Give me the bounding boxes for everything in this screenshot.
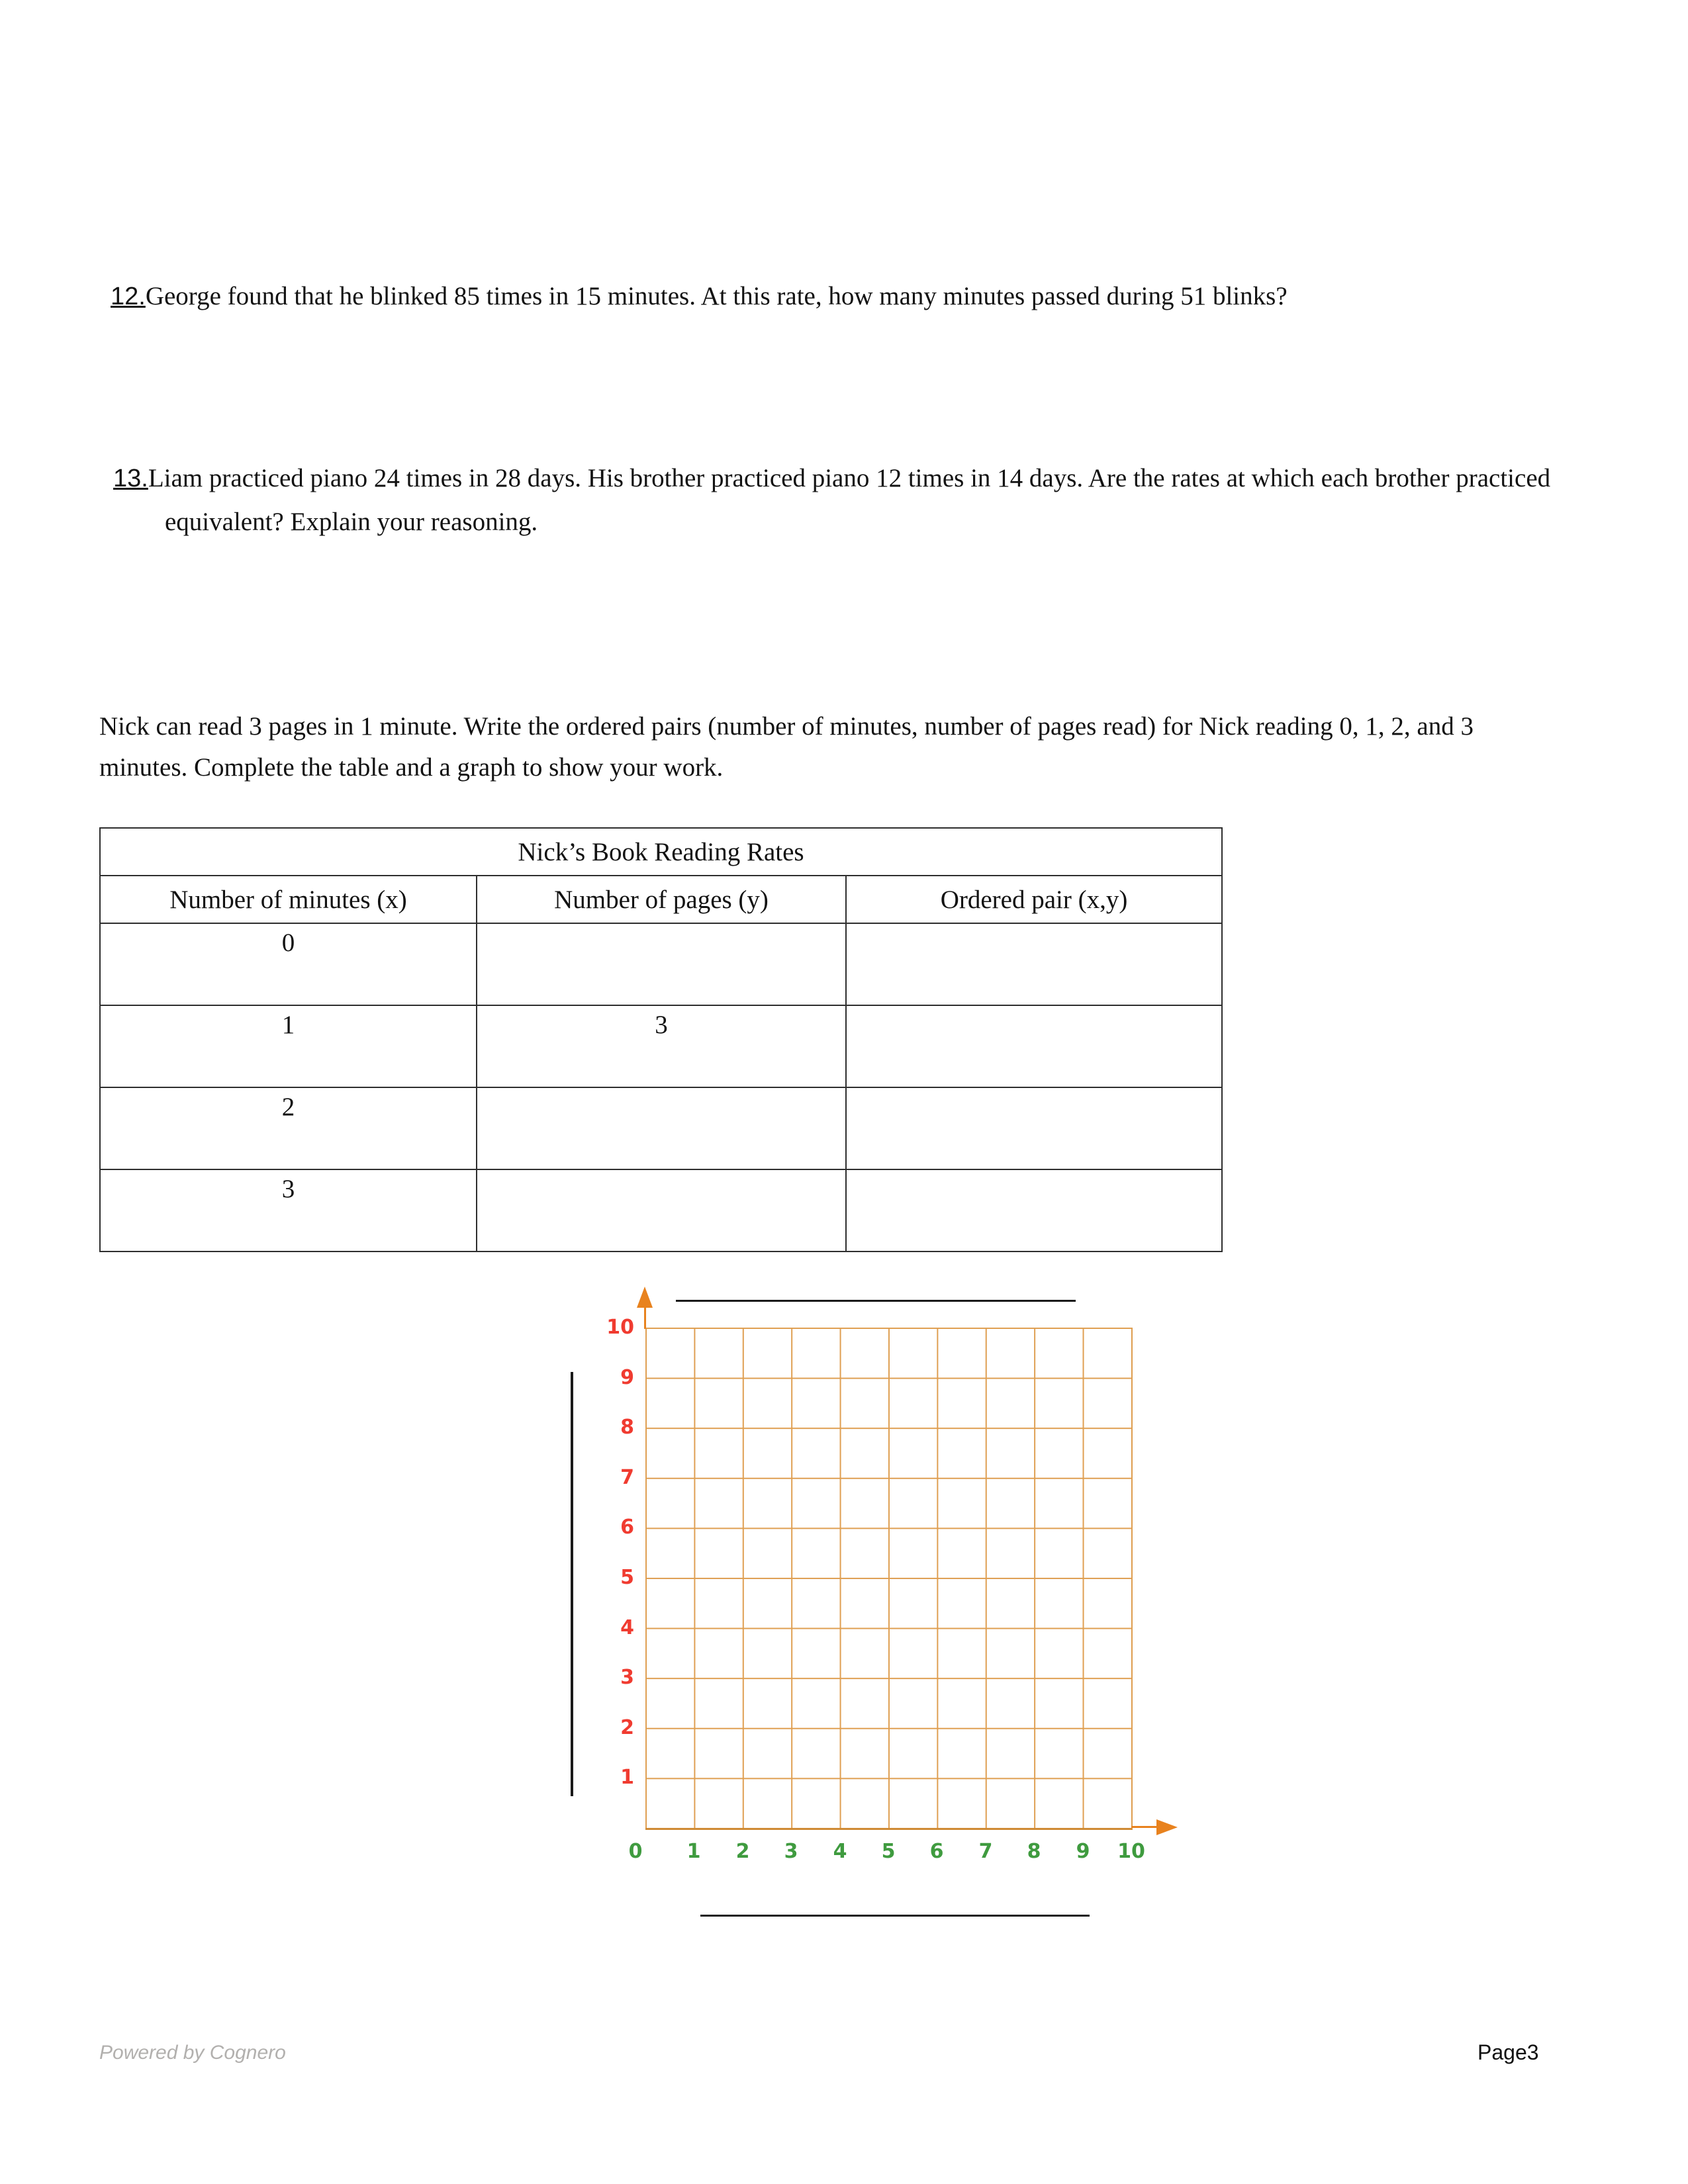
y-tick-label: 8 xyxy=(620,1416,634,1439)
x-axis-arrow-icon xyxy=(1156,1819,1178,1835)
table-row xyxy=(100,1087,1222,1169)
y-tick-label: 2 xyxy=(620,1716,634,1739)
intro-paragraph: Nick can read 3 pages in 1 minute. Write the ordered pairs (number of minutes, number of pages read) for Nick reading 0, 1, 2, and 3 minutes. Complete the table and a graph to show your work. xyxy=(99,712,1474,782)
cell-minutes-3: 3 xyxy=(100,1169,477,1251)
y-tick-label: 5 xyxy=(620,1566,634,1589)
y-axis-line xyxy=(644,1306,646,1329)
question-13-number: 13. xyxy=(113,465,148,492)
y-axis-label-blank-line xyxy=(571,1372,573,1796)
question-12-number: 12. xyxy=(111,283,146,310)
cell-pair-0 xyxy=(846,923,1222,1005)
question-13-text: Liam practiced piano 24 times in 28 days. His brother practiced piano 12 times in 14 days. Are the rates at which each brother practiced equivalent? Explain your reasoning. xyxy=(148,464,1551,536)
header-number-of-pages: Number of pages (y) xyxy=(477,876,846,923)
footer-page-number: Page3 xyxy=(1477,2040,1539,2064)
table-title: Nick’s Book Reading Rates xyxy=(100,828,1222,876)
table-row xyxy=(100,923,1222,1005)
y-axis-arrow-icon xyxy=(637,1287,653,1308)
x-tick-label: 10 xyxy=(1117,1840,1145,1863)
header-ordered-pair: Ordered pair (x,y) xyxy=(846,876,1222,923)
y-tick-label: 9 xyxy=(620,1366,634,1389)
x-tick-label: 0 xyxy=(628,1840,643,1863)
y-tick-label: 6 xyxy=(620,1516,634,1539)
y-tick-label: 3 xyxy=(620,1666,634,1689)
x-tick-label: 2 xyxy=(735,1840,750,1863)
graph-title-blank-line xyxy=(676,1300,1076,1302)
cell-minutes-2: 2 xyxy=(100,1087,477,1169)
x-tick-label: 5 xyxy=(881,1840,896,1863)
question-12-text: George found that he blinked 85 times in 15 minutes. At this rate, how many minutes passed during 51 blinks? xyxy=(145,282,1288,310)
y-tick-label: 7 xyxy=(620,1466,634,1489)
table-row xyxy=(100,1169,1222,1251)
x-tick-label: 7 xyxy=(978,1840,993,1863)
cell-pair-1 xyxy=(846,1005,1222,1087)
cell-pages-0 xyxy=(477,923,846,1005)
x-axis-line xyxy=(1131,1826,1158,1828)
x-tick-label: 6 xyxy=(929,1840,944,1863)
cell-pair-2 xyxy=(846,1087,1222,1169)
x-tick-label: 8 xyxy=(1027,1840,1041,1863)
cell-minutes-1: 1 xyxy=(100,1005,477,1087)
x-tick-label: 3 xyxy=(784,1840,798,1863)
cell-pages-2 xyxy=(477,1087,846,1169)
cell-pages-3 xyxy=(477,1169,846,1251)
reading-rates-table xyxy=(99,827,1223,1252)
table-row xyxy=(100,1005,1222,1087)
coordinate-grid xyxy=(645,1328,1133,1830)
x-tick-label: 4 xyxy=(833,1840,847,1863)
question-13 xyxy=(113,457,1562,543)
x-tick-label: 1 xyxy=(686,1840,701,1863)
question-12 xyxy=(111,275,1633,318)
header-number-of-minutes: Number of minutes (x) xyxy=(100,876,477,923)
cell-pages-1: 3 xyxy=(477,1005,846,1087)
x-axis-label-blank-line xyxy=(700,1915,1090,1917)
y-tick-label: 4 xyxy=(620,1616,634,1639)
x-tick-label: 9 xyxy=(1076,1840,1090,1863)
footer-powered-by: Powered by Cognero xyxy=(99,2042,286,2064)
y-tick-label: 1 xyxy=(620,1766,634,1789)
y-tick-label: 10 xyxy=(606,1316,634,1339)
cell-pair-3 xyxy=(846,1169,1222,1251)
cell-minutes-0: 0 xyxy=(100,923,477,1005)
